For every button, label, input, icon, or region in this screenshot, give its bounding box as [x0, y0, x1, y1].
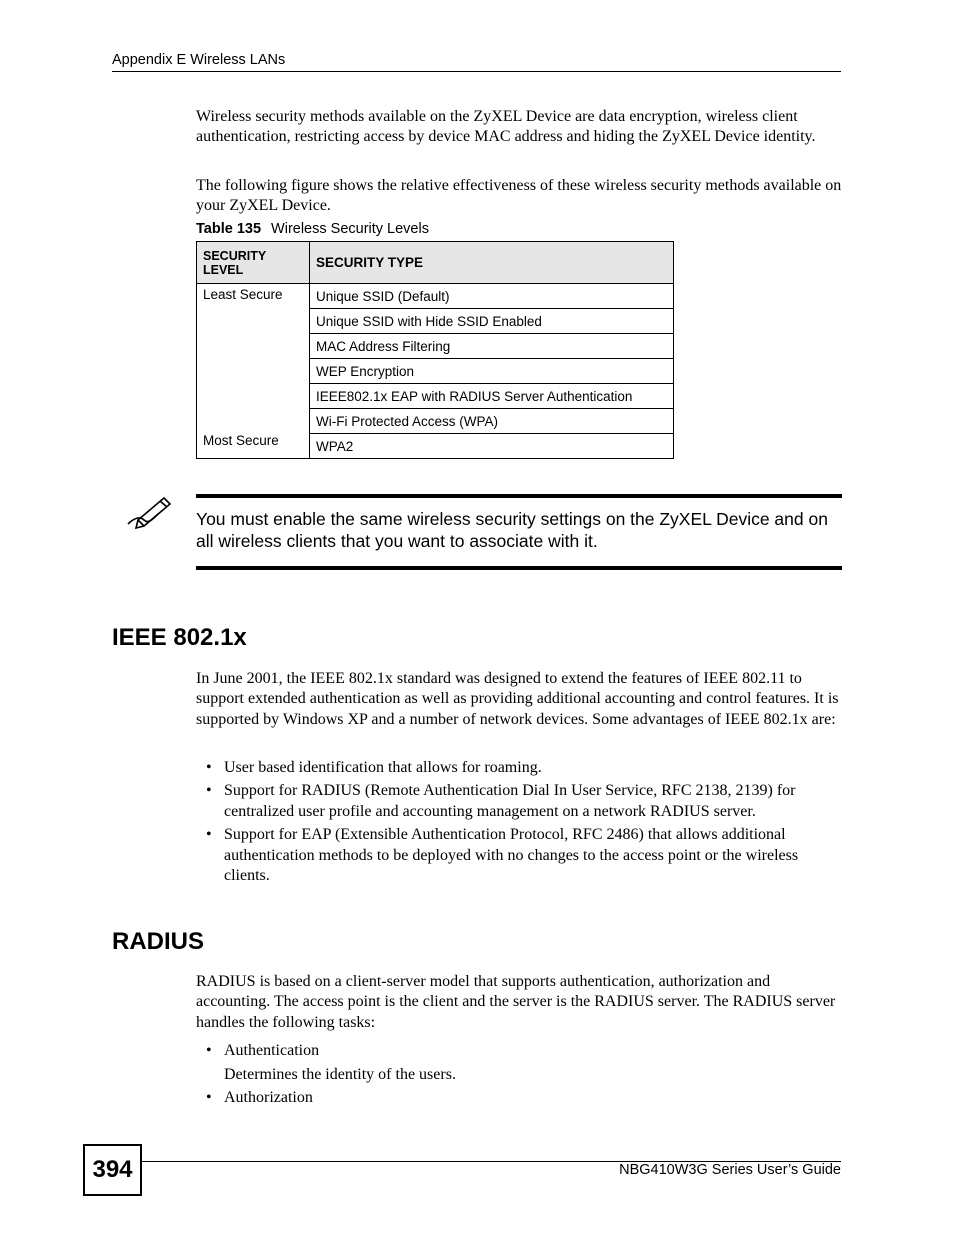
security-type-cell: MAC Address Filtering — [310, 334, 674, 359]
table-row — [197, 284, 674, 309]
section-heading-radius: RADIUS — [112, 928, 205, 955]
authentication-description: Determines the identity of the users. — [224, 1066, 456, 1083]
table-caption-label: Table 135 — [196, 221, 262, 237]
security-type-cell: Unique SSID (Default) — [310, 284, 674, 309]
radius-tasks-list-2 — [206, 1088, 842, 1111]
radius-tasks-list-1 — [206, 1041, 842, 1064]
security-level-cell — [197, 284, 310, 459]
ieee-paragraph: In June 2001, the IEEE 802.1x standard was designed to extend the features of IEEE 802.11 to support extended authentication as well as providing additional accounting and control features. It is supported by Windows XP and a number of network devices. Some advantages of IEEE 802.1x are: — [196, 670, 839, 728]
running-header: Appendix E Wireless LANs — [112, 52, 286, 68]
security-type-cell: Wi-Fi Protected Access (WPA) — [310, 409, 674, 434]
level-most-secure: Most Secure — [203, 433, 279, 448]
radius-paragraph: RADIUS is based on a client-server model that supports authentication, authorization and accounting. The access point is the client and the server is the RADIUS server. The RADIUS server handles the following tasks: — [196, 973, 836, 1031]
note-top-rule — [196, 494, 842, 498]
list-item: • Authentication — [206, 1042, 320, 1059]
security-levels-table — [196, 241, 674, 459]
pencil-note-icon — [124, 494, 174, 530]
intro-paragraph-1: Wireless security methods available on the ZyXEL Device are data encryption, wireless client authentication, restricting access by device MAC address and hiding the ZyXEL Device identity. — [196, 108, 816, 146]
intro-paragraph-2: The following figure shows the relative effectiveness of these wireless security methods available on your ZyXEL Device. — [196, 177, 842, 215]
section-heading-ieee: IEEE 802.1x — [112, 624, 247, 651]
guide-title: NBG410W3G Series User’s Guide — [619, 1162, 841, 1178]
note-text: You must enable the same wireless security settings on the ZyXEL Device and on all wireless clients that you want to associate with it. — [196, 509, 828, 551]
security-type-cell: WEP Encryption — [310, 359, 674, 384]
level-least-secure: Least Secure — [203, 287, 283, 302]
list-item: • Support for RADIUS (Remote Authentication Dial In User Service, RFC 2138, 2139) for centralized user profile and accounting management on a network RADIUS server. — [206, 782, 796, 820]
page-number: 394 — [83, 1144, 142, 1196]
security-type-cell: WPA2 — [310, 434, 674, 459]
note-bottom-rule — [196, 566, 842, 570]
ieee-advantages-list — [206, 758, 842, 889]
list-item: • Authorization — [206, 1089, 313, 1106]
column-header-security-level: SECURITY LEVEL — [197, 242, 310, 284]
table-caption-title: Wireless Security Levels — [271, 221, 429, 237]
list-item: • User based identification that allows for roaming. — [206, 759, 542, 776]
list-item: • Support for EAP (Extensible Authentication Protocol, RFC 2486) that allows additional authentication methods to be deployed with no changes to the access point or the wireless clients. — [206, 826, 799, 885]
header-rule — [112, 71, 841, 72]
security-type-cell: Unique SSID with Hide SSID Enabled — [310, 309, 674, 334]
security-type-cell: IEEE802.1x EAP with RADIUS Server Authentication — [310, 384, 674, 409]
table-header-row — [197, 242, 674, 284]
table-caption — [196, 221, 429, 237]
column-header-security-type: SECURITY TYPE — [310, 242, 674, 284]
